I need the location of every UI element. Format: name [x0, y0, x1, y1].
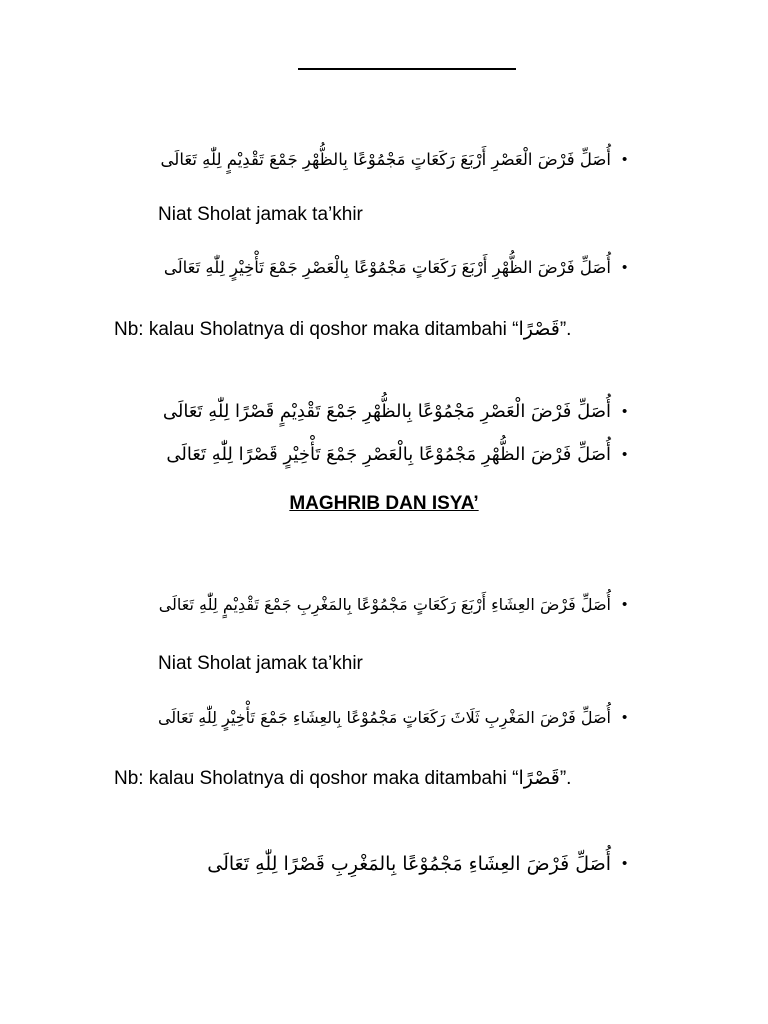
bullet-icon: •: [622, 446, 628, 463]
arabic-text: أُصَلِّ فَرْضَ الظُّهْرِ مَجْمُوْعًا بِالْعَصْرِ جَمْعَ تَأْخِيْرٍ قَصْرًا لِلّٰهِ تَعَالَى: [166, 444, 611, 465]
arabic-text: أُصَلِّ فَرْضَ الْعَصْرِ أَرْبَعَ رَكَعَاتٍ مَجْمُوْعًا بِالظُّهْرِ جَمْعَ تَقْدِيْمٍ لِلّٰهِ تَعَالَى: [160, 150, 611, 169]
arabic-text: أُصَلِّ فَرْضَ المَغْرِبِ ثَلَاثَ رَكَعَاتٍ مَجْمُوْعًا بِالعِشَاءِ جَمْعَ تَأْخِيْرٍ لِلّٰهِ تَعَالَى: [157, 708, 611, 727]
arabic-text: أُصَلِّ فَرْضَ العِشَاءِ مَجْمُوْعًا بِالمَغْرِبِ قَصْرًا لِلّٰهِ تَعَالَى: [207, 853, 611, 875]
bullet-icon: •: [622, 709, 628, 726]
niat-heading-2: Niat Sholat jamak ta’khir: [158, 653, 363, 674]
bullet-icon: •: [622, 403, 628, 420]
bullet-icon: •: [622, 259, 628, 276]
bullet-icon: •: [622, 855, 628, 872]
top-rule: [298, 68, 516, 70]
note-qoshor-1: Nb: kalau Sholatnya di qoshor maka ditambahi “قَصْرًا”.: [114, 319, 572, 340]
arabic-text: أُصَلِّ فَرْضَ العِشَاءِ أَرْبَعَ رَكَعَاتٍ مَجْمُوْعًا بِالمَغْرِبِ جَمْعَ تَقْدِيْمٍ لِلّٰهِ تَعَالَى: [158, 595, 611, 614]
bullet-icon: •: [622, 596, 628, 613]
section-heading-maghrib-isya: MAGHRIB DAN ISYA’: [289, 493, 479, 514]
bullet-icon: •: [622, 151, 628, 168]
arabic-text: أُصَلِّ فَرْضَ الظُّهْرِ أَرْبَعَ رَكَعَاتٍ مَجْمُوْعًا بِالْعَصْرِ جَمْعَ تَأْخِيْرٍ لِلّٰهِ تَعَالَى: [163, 258, 611, 277]
niat-heading-1: Niat Sholat jamak ta’khir: [158, 204, 363, 225]
arabic-text: أُصَلِّ فَرْضَ الْعَصْرِ مَجْمُوْعًا بِالظُّهْرِ جَمْعَ تَقْدِيْمٍ قَصْرًا لِلّٰهِ تَعَالَى: [162, 401, 611, 422]
note-qoshor-2: Nb: kalau Sholatnya di qoshor maka ditambahi “قَصْرًا”.: [114, 768, 572, 789]
